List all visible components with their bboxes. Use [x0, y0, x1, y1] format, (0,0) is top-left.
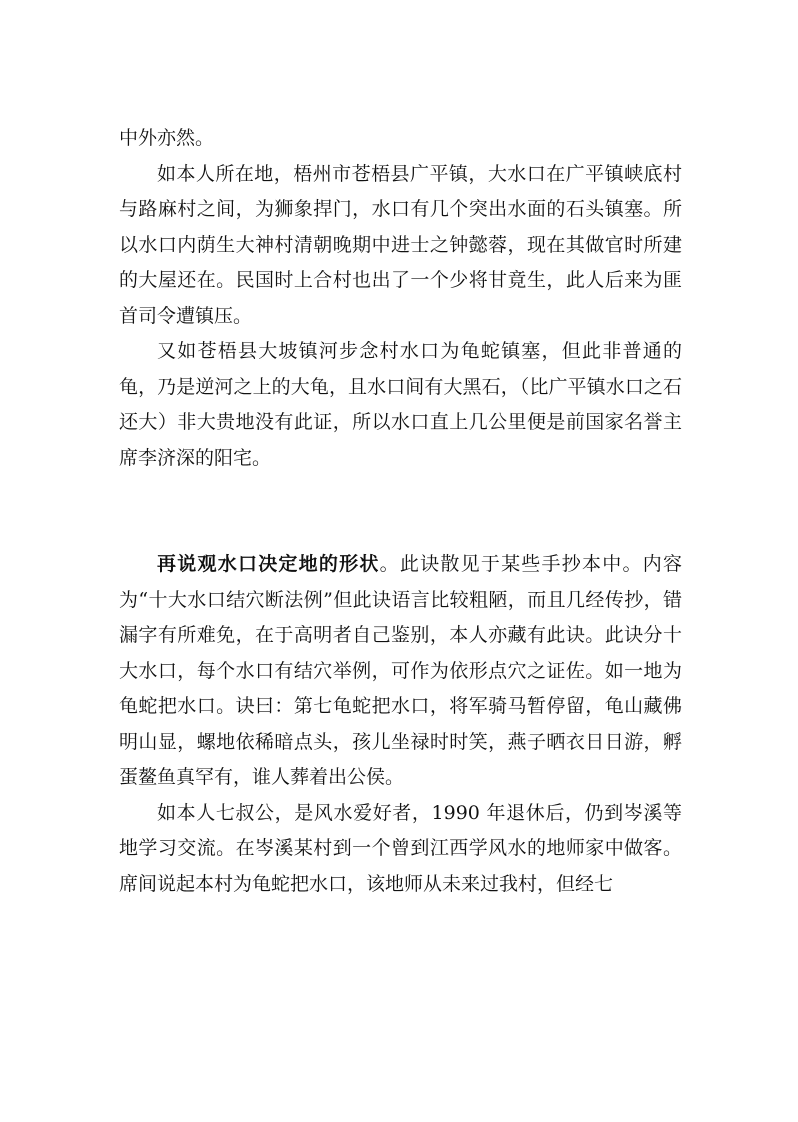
paragraph-5: 如本人七叔公，是风水爱好者，1990 年退休后，仍到岑溪等地学习交流。在岑溪某村到一个曾到江西学风水的地师家中做客。席间说起本村为龟蛇把水口，该地师从未来过我村，但经七 — [119, 801, 682, 895]
paragraph-1: 中外亦然。 — [119, 127, 215, 149]
paragraph-3: 又如苍梧县大坡镇河步念村水口为龟蛇镇塞，但此非普通的龟，乃是逆河之上的大龟，且水口间有大黑石，（比广平镇水口之石还大）非大贵地没有此证，所以水口直上几公里便是前国家名誉主席李济深的阳宅。 — [119, 340, 682, 469]
body-text — [119, 121, 682, 902]
paragraph-gap — [119, 476, 682, 547]
paragraph-4 — [119, 547, 682, 796]
section-lead-bold: 再说观水口决定地的形状 — [157, 553, 380, 575]
paragraph-2: 如本人所在地，梧州市苍梧县广平镇，大水口在广平镇峡底村与路麻村之间，为狮象捍门，水口有几个突出水面的石头镇塞。所以水口内荫生大神村清朝晚期中进士之钟懿蓉，现在其做官时所建的大屋还在。民国时上合村也出了一个少将甘竟生，此人后来为匪首司令遭镇压。 — [119, 162, 682, 327]
paragraph-4-body: 。此诀散见于某些手抄本中。内容为“十大水口结穴断法例”但此诀语言比较粗陋，而且几经传抄，错漏字有所难免，在于高明者自己鉴别，本人亦藏有此诀。此诀分十大水口，每个水口有结穴举例，可作为依形点穴之证佐。如一地为龟蛇把水口。诀曰：第七龟蛇把水口，将军骑马暂停留，龟山藏佛明山显，螺地依稀暗点头，孩儿坐禄时时笑，燕子晒衣日日游，孵蛋鳌鱼真罕有，谁人葬着出公侯。 — [119, 553, 682, 788]
